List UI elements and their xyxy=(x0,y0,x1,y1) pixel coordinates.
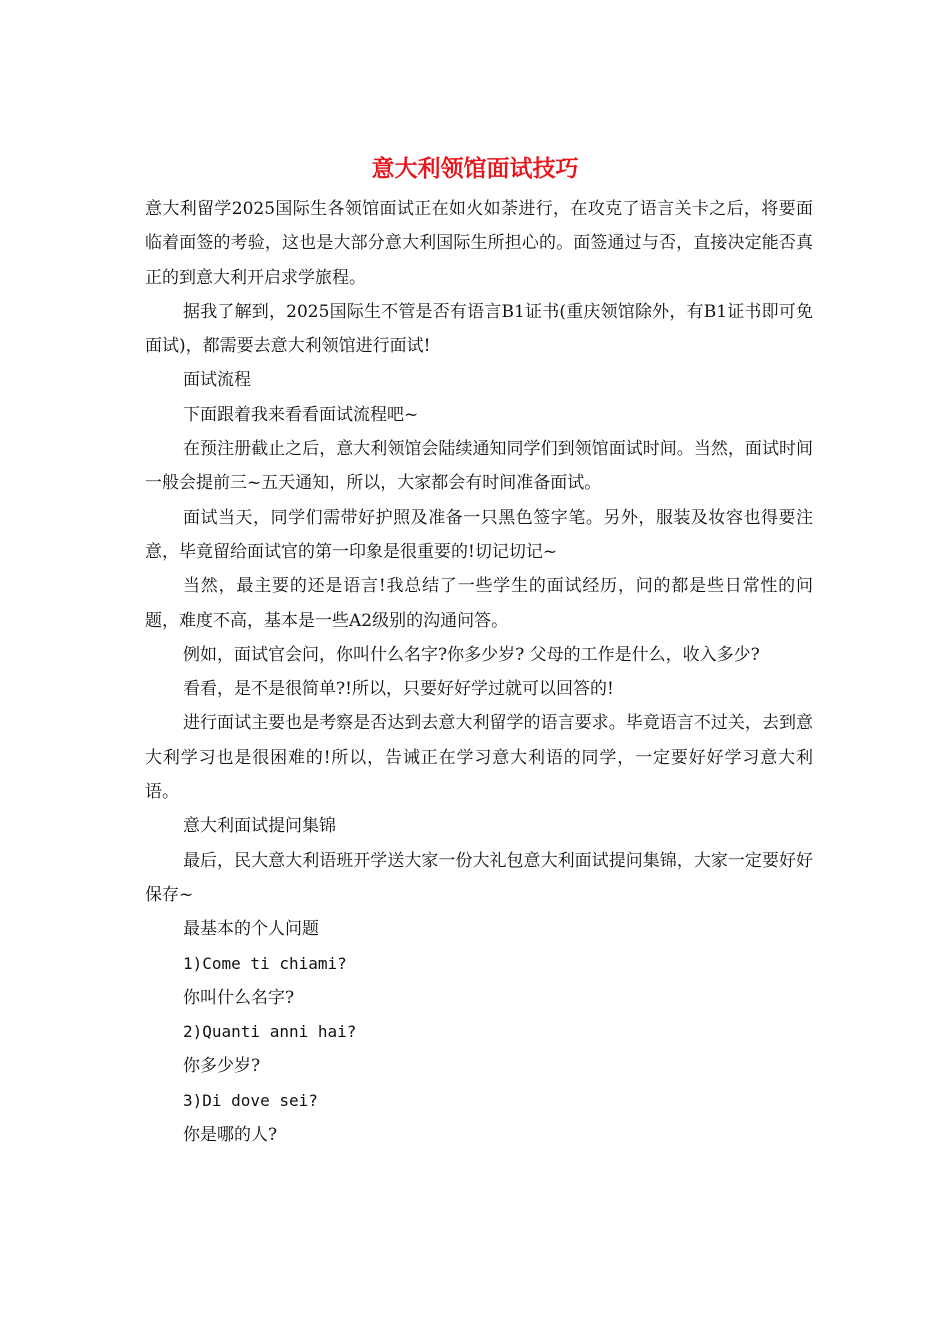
document-title: 意大利领馆面试技巧 xyxy=(371,155,579,182)
paragraph-simple: 看看，是不是很简单?!所以，只要好好学过就可以回答的! xyxy=(183,679,614,700)
section-heading-questions: 意大利面试提问集锦 xyxy=(183,816,336,837)
paragraph-interview-day: 面试当天，同学们需带好护照及准备一只黑色签字笔。另外，服装及妆容也得要注意，毕竟留给面试官的第一印象是很重要的!切记切记~ xyxy=(145,507,813,562)
paragraph-intro: 意大利留学2025国际生各领馆面试正在如火如荼进行，在攻克了语言关卡之后，将要面临着面签的考验，这也是大部分意大利国际生所担心的。面签通过与否，直接决定能否真正的到意大利开启求学旅程。 xyxy=(145,199,813,288)
question-italian-2: 2)Quanti anni hai? xyxy=(183,1022,357,1042)
question-chinese-3: 你是哪的人? xyxy=(183,1125,278,1146)
paragraph-example-questions: 例如，面试官会问，你叫什么名字?你多少岁? 父母的工作是什么，收入多少? xyxy=(183,644,760,665)
paragraph-requirements: 进行面试主要也是考察是否达到去意大利留学的语言要求。毕竟语言不过关，去到意大利学习也是很困难的!所以，告诫正在学习意大利语的同学，一定要好好学习意大利语。 xyxy=(145,713,813,803)
paragraph-b1-certificate: 据我了解到，2025国际生不管是否有语言B1证书(重庆领馆除外，有B1证书即可免面试)，都需要去意大利领馆进行面试! xyxy=(145,301,813,357)
paragraph-gift: 最后，民大意大利语班开学送大家一份大礼包意大利面试提问集锦，大家一定要好好保存~ xyxy=(145,850,813,905)
question-italian-1: 1)Come ti chiami? xyxy=(183,953,347,973)
paragraph-process-intro: 下面跟着我来看看面试流程吧~ xyxy=(183,404,419,425)
question-chinese-1: 你叫什么名字? xyxy=(183,987,295,1008)
question-chinese-2: 你多少岁? xyxy=(183,1056,261,1077)
paragraph-notification: 在预注册截止之后，意大利领馆会陆续通知同学们到领馆面试时间。当然，面试时间一般会提前三~五天通知，所以，大家都会有时间准备面试。 xyxy=(145,439,813,494)
document-body xyxy=(145,192,813,1152)
section-heading-personal: 最基本的个人问题 xyxy=(183,919,319,940)
question-italian-3: 3)Di dove sei? xyxy=(183,1090,318,1110)
paragraph-language: 当然，最主要的还是语言!我总结了一些学生的面试经历，问的都是些日常性的问题，难度不高，基本是一些A2级别的沟通问答。 xyxy=(145,576,813,631)
section-heading-process: 面试流程 xyxy=(183,370,251,391)
